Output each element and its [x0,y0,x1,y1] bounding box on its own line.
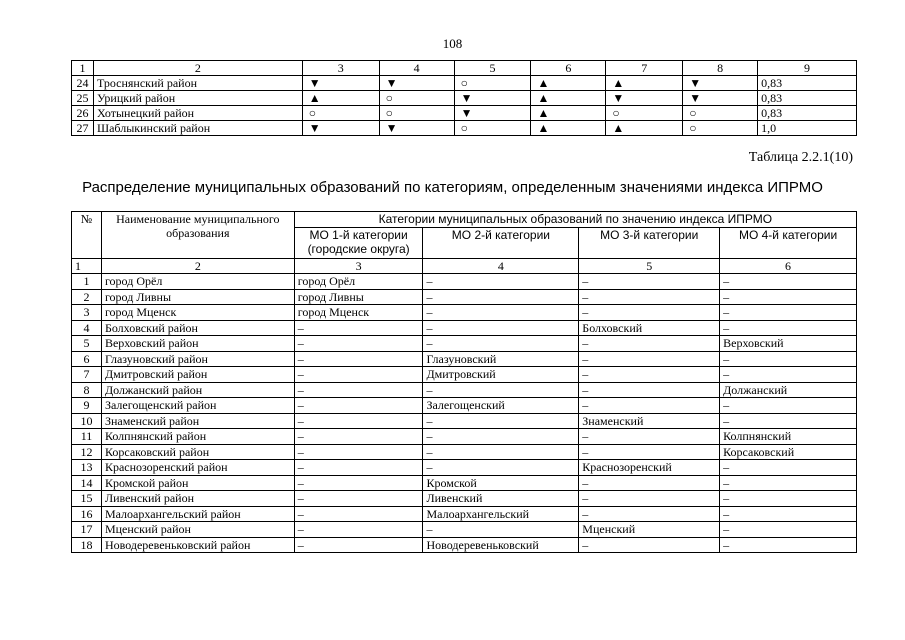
table-row [72,106,857,121]
municipality-name: Краснозоренский район [101,460,294,476]
category-3-cell: – [579,491,720,507]
indicator-symbol: ▲ [531,106,606,121]
row-number: 24 [72,76,94,91]
category-1-cell: – [294,413,423,429]
municipality-name: Болховский район [101,320,294,336]
table-row [72,121,857,136]
category-4-cell: – [720,305,857,321]
indicator-symbol: ▲ [606,121,683,136]
table-row [72,460,857,476]
category-2-cell: Дмитровский [423,367,579,383]
indicator-symbol: ○ [454,121,531,136]
row-number: 11 [72,429,102,445]
category-4-cell: – [720,367,857,383]
header-cat3: МО 3-й категории [579,227,720,258]
column-number: 9 [758,61,857,76]
category-2-cell: – [423,460,579,476]
table-row [72,274,857,290]
header-categories: Категории муниципальных образований по значению индекса ИПРМО [294,212,856,228]
category-table-body [72,212,857,553]
category-4-cell: – [720,351,857,367]
category-3-cell: – [579,398,720,414]
category-2-cell: – [423,413,579,429]
column-numbers-row [72,258,857,274]
category-4-cell: Корсаковский [720,444,857,460]
category-1-cell: город Орёл [294,274,423,290]
category-1-cell: – [294,475,423,491]
category-3-cell: Знаменский [579,413,720,429]
header-cat2: МО 2-й категории [423,227,579,258]
category-4-cell: – [720,320,857,336]
row-number: 12 [72,444,102,460]
table-row [72,429,857,445]
category-4-cell: – [720,475,857,491]
category-4-cell: – [720,460,857,476]
category-3-cell: – [579,444,720,460]
indicator-symbol: ▼ [302,121,379,136]
column-number: 6 [531,61,606,76]
table-row [72,537,857,553]
column-number: 6 [720,258,857,274]
category-2-cell: – [423,289,579,305]
indicator-table [71,60,857,136]
header-cat1: МО 1-й категории (городские округа) [294,227,423,258]
row-number: 3 [72,305,102,321]
indicator-symbol: ▼ [683,91,758,106]
column-number: 3 [294,258,423,274]
category-1-cell: город Ливны [294,289,423,305]
category-3-cell: – [579,305,720,321]
indicator-symbol: ○ [683,121,758,136]
indicator-symbol: ▲ [531,91,606,106]
category-3-cell: – [579,289,720,305]
row-number: 27 [72,121,94,136]
category-1-cell: – [294,320,423,336]
table-row [72,398,857,414]
table-row [72,444,857,460]
municipality-name: Должанский район [101,382,294,398]
column-number: 7 [606,61,683,76]
index-value: 1,0 [758,121,857,136]
column-number: 8 [683,61,758,76]
category-3-cell: – [579,351,720,367]
column-number: 4 [379,61,454,76]
row-number: 4 [72,320,102,336]
indicator-symbol: ▲ [531,76,606,91]
category-1-cell: – [294,398,423,414]
category-3-cell: Болховский [579,320,720,336]
category-2-cell: Глазуновский [423,351,579,367]
category-2-cell: – [423,444,579,460]
municipality-name: Залегощенский район [101,398,294,414]
category-4-cell: – [720,522,857,538]
indicator-symbol: ▼ [683,76,758,91]
municipality-name: Ливенский район [101,491,294,507]
category-2-cell: Малоархангельский [423,506,579,522]
category-4-cell: – [720,398,857,414]
category-4-cell: Должанский [720,382,857,398]
category-3-cell: – [579,274,720,290]
category-1-cell: – [294,429,423,445]
municipality-name: Дмитровский район [101,367,294,383]
category-3-cell: – [579,382,720,398]
category-2-cell: – [423,320,579,336]
index-value: 0,83 [758,91,857,106]
row-number: 9 [72,398,102,414]
indicator-symbol: ▼ [302,76,379,91]
row-number: 10 [72,413,102,429]
municipality-name: город Орёл [101,274,294,290]
table-row [72,320,857,336]
table-row [72,506,857,522]
category-3-cell: – [579,506,720,522]
category-4-cell: – [720,413,857,429]
category-1-cell: – [294,491,423,507]
indicator-symbol: ○ [454,76,531,91]
column-number: 4 [423,258,579,274]
category-1-cell: – [294,537,423,553]
category-2-cell: – [423,305,579,321]
row-number: 7 [72,367,102,383]
category-4-cell: – [720,274,857,290]
indicator-symbol: ○ [379,91,454,106]
indicator-symbol: ▲ [302,91,379,106]
header-cat4: МО 4-й категории [720,227,857,258]
indicator-symbol: ▼ [379,121,454,136]
category-3-cell: – [579,336,720,352]
category-2-cell: – [423,336,579,352]
row-number: 5 [72,336,102,352]
category-3-cell: Краснозоренский [579,460,720,476]
municipality-name: город Ливны [101,289,294,305]
category-2-cell: – [423,429,579,445]
indicator-symbol: ▼ [379,76,454,91]
table-row [72,382,857,398]
category-4-cell: – [720,537,857,553]
table-caption: Таблица 2.2.1(10) [748,150,853,165]
category-1-cell: – [294,506,423,522]
category-3-cell: – [579,475,720,491]
category-2-cell: – [423,274,579,290]
indicator-symbol: ▲ [606,76,683,91]
row-number: 26 [72,106,94,121]
indicator-symbol: ▼ [454,91,531,106]
column-number: 3 [302,61,379,76]
row-number: 13 [72,460,102,476]
row-number: 8 [72,382,102,398]
category-1-cell: – [294,522,423,538]
district-name: Шаблыкинский район [93,121,302,136]
table-row [72,336,857,352]
category-4-cell: – [720,506,857,522]
row-number: 15 [72,491,102,507]
municipality-name: Корсаковский район [101,444,294,460]
category-3-cell: – [579,537,720,553]
column-number: 2 [93,61,302,76]
row-number: 18 [72,537,102,553]
row-number: 17 [72,522,102,538]
category-4-cell: – [720,491,857,507]
indicator-symbol: ▲ [531,121,606,136]
row-number: 6 [72,351,102,367]
row-number: 25 [72,91,94,106]
category-4-cell: – [720,289,857,305]
category-3-cell: Мценский [579,522,720,538]
indicator-table-body [72,61,857,136]
municipality-name: Малоархангельский район [101,506,294,522]
row-number: 16 [72,506,102,522]
index-value: 0,83 [758,106,857,121]
indicator-table-header [72,61,857,76]
table-row [72,91,857,106]
indicator-symbol: ○ [683,106,758,121]
column-number: 5 [454,61,531,76]
category-4-cell: Верховский [720,336,857,352]
category-2-cell: – [423,522,579,538]
table-row [72,351,857,367]
category-3-cell: – [579,429,720,445]
indicator-symbol: ○ [606,106,683,121]
table-row [72,413,857,429]
category-2-cell: – [423,382,579,398]
category-1-cell: – [294,460,423,476]
column-number: 5 [579,258,720,274]
municipality-name: Новодеревеньковский район [101,537,294,553]
category-2-cell: Кромской [423,475,579,491]
indicator-symbol: ▼ [454,106,531,121]
table-row [72,305,857,321]
page-number: 108 [442,36,463,51]
municipality-name: Верховский район [101,336,294,352]
row-number: 2 [72,289,102,305]
row-number: 14 [72,475,102,491]
column-number: 1 [72,61,94,76]
district-name: Троснянский район [93,76,302,91]
header-number: № [72,212,102,259]
category-table [71,211,857,553]
row-number: 1 [72,274,102,290]
indicator-symbol: ▼ [606,91,683,106]
column-number: 1 [72,258,102,274]
category-2-cell: Ливенский [423,491,579,507]
table-row [72,491,857,507]
column-number: 2 [101,258,294,274]
municipality-name: Знаменский район [101,413,294,429]
category-2-cell: Новодеревеньковский [423,537,579,553]
indicator-symbol: ○ [302,106,379,121]
category-1-cell: – [294,367,423,383]
municipality-name: город Мценск [101,305,294,321]
municipality-name: Мценский район [101,522,294,538]
municipality-name: Глазуновский район [101,351,294,367]
header-name: Наименование муниципального образования [101,212,294,259]
table-row [72,367,857,383]
table-title: Распределение муниципальных образований по категориям, определенным значениями индекса ИПРМО [82,179,823,196]
index-value: 0,83 [758,76,857,91]
category-1-cell: – [294,444,423,460]
category-1-cell: город Мценск [294,305,423,321]
table-row [72,522,857,538]
category-3-cell: – [579,367,720,383]
category-1-cell: – [294,382,423,398]
district-name: Урицкий район [93,91,302,106]
category-table-header [72,212,857,228]
category-1-cell: – [294,351,423,367]
municipality-name: Колпнянский район [101,429,294,445]
indicator-symbol: ○ [379,106,454,121]
table-row [72,289,857,305]
category-4-cell: Колпнянский [720,429,857,445]
category-1-cell: – [294,336,423,352]
table-row [72,475,857,491]
table-row [72,76,857,91]
municipality-name: Кромской район [101,475,294,491]
district-name: Хотынецкий район [93,106,302,121]
category-2-cell: Залегощенский [423,398,579,414]
